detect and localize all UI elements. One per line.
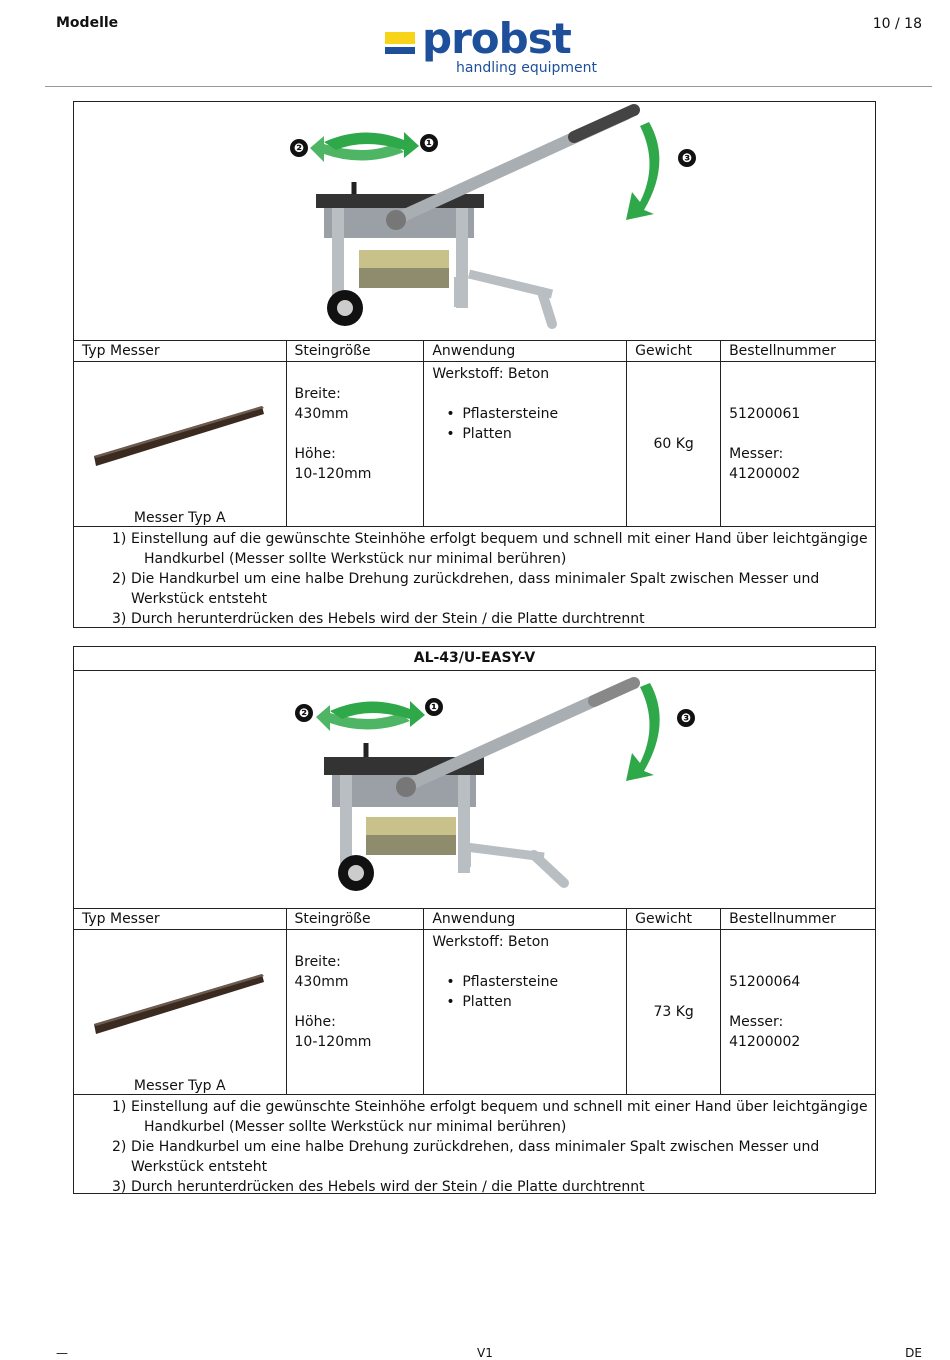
- blade-image: [80, 364, 292, 484]
- blade-caption: Messer Typ A: [133, 510, 226, 526]
- header-divider: [45, 86, 932, 87]
- header-section: Modelle: [56, 15, 119, 31]
- instruction-text: Einstellung auf die gewünschte Steinhöhe erfolgt bequem und schnell mit einer Hand über leichtgängige: [131, 1099, 868, 1115]
- material: Werkstoff: Beton: [432, 366, 550, 382]
- order-number-value: 51200061: [729, 406, 801, 422]
- application-item: • Pflastersteine: [462, 972, 618, 992]
- weight-value: 73 Kg: [627, 930, 721, 1095]
- col-application: Anwendung: [424, 909, 627, 930]
- blade-caption: Messer Typ A: [133, 1078, 226, 1094]
- stone-size: [286, 930, 424, 1095]
- probst-logo: [385, 14, 600, 82]
- step-3-marker: ❸: [677, 709, 695, 727]
- blade-image: [80, 932, 292, 1052]
- logo-word: probst: [422, 14, 571, 63]
- instruction-text-cont: Werkstück entsteht: [131, 591, 268, 607]
- order-number-value: 51200064: [729, 974, 801, 990]
- blade-number: 41200002: [729, 1034, 801, 1050]
- col-stone-size: Steingröße: [286, 341, 424, 362]
- application: [424, 362, 627, 527]
- blade-label: Messer:: [729, 1014, 784, 1030]
- instruction-number: 2): [112, 1139, 127, 1155]
- instruction-number: 1): [112, 531, 127, 547]
- blade-label: Messer:: [729, 446, 784, 462]
- blade-number: 41200002: [729, 466, 801, 482]
- col-stone-size: Steingröße: [286, 909, 424, 930]
- instruction-text-cont: Werkstück entsteht: [131, 1159, 268, 1175]
- instruction-text: Einstellung auf die gewünschte Steinhöhe erfolgt bequem und schnell mit einer Hand über leichtgängige: [131, 531, 868, 547]
- step-2-marker: ❷: [295, 704, 313, 722]
- machine-image-1: [74, 102, 875, 341]
- weight-value: 60 Kg: [627, 362, 721, 527]
- instruction-text: Die Handkurbel um eine halbe Drehung zurückdrehen, dass minimaler Spalt zwischen Messer und: [131, 1139, 820, 1155]
- application: [424, 930, 627, 1095]
- order-number: [721, 930, 875, 1095]
- material: Werkstoff: Beton: [432, 934, 550, 950]
- instruction-text-cont: Handkurbel (Messer sollte Werkstück nur minimal berühren): [144, 1119, 567, 1135]
- col-application: Anwendung: [424, 341, 627, 362]
- footer-left: —: [56, 1346, 68, 1360]
- height-value: 10-120mm: [294, 1034, 372, 1050]
- step-1-marker: ❶: [420, 134, 438, 152]
- instruction-text-cont: Handkurbel (Messer sollte Werkstück nur minimal berühren): [144, 551, 567, 567]
- step-3-marker: ❸: [678, 149, 696, 167]
- logo-yellow-bar: [385, 32, 415, 44]
- step-2-marker: ❷: [290, 139, 308, 157]
- logo-blue-bar: [385, 47, 415, 54]
- col-blade-type: Typ Messer: [74, 341, 286, 362]
- instruction-item: [112, 1137, 875, 1177]
- col-weight: Gewicht: [627, 909, 721, 930]
- instruction-text: Durch herunterdrücken des Hebels wird der Stein / die Platte durchtrennt: [131, 611, 645, 627]
- width-value: 430mm: [294, 974, 349, 990]
- footer-version: V1: [477, 1346, 493, 1360]
- machine-image-2: [74, 671, 875, 909]
- instruction-number: 2): [112, 571, 127, 587]
- stone-size: [286, 362, 424, 527]
- instruction-item: [112, 609, 875, 629]
- page-number: 10 / 18: [872, 16, 922, 32]
- instruction-number: 3): [112, 1179, 127, 1195]
- blade-cell: [74, 362, 286, 527]
- instructions-2: [74, 1095, 875, 1197]
- col-order-number: Bestellnummer: [721, 909, 875, 930]
- instruction-item: [112, 529, 875, 569]
- height-value: 10-120mm: [294, 466, 372, 482]
- col-order-number: Bestellnummer: [721, 341, 875, 362]
- width-value: 430mm: [294, 406, 349, 422]
- order-number: [721, 362, 875, 527]
- instruction-item: [112, 569, 875, 609]
- height-label: Höhe:: [294, 446, 336, 462]
- cutter-illustration: [74, 671, 875, 908]
- application-item: • Pflastersteine: [462, 404, 618, 424]
- instruction-number: 1): [112, 1099, 127, 1115]
- height-label: Höhe:: [294, 1014, 336, 1030]
- spec-table-2: [74, 909, 875, 1095]
- col-weight: Gewicht: [627, 341, 721, 362]
- spec-table-1: [74, 341, 875, 527]
- model-card-1: [73, 101, 876, 628]
- instructions-1: [74, 527, 875, 629]
- application-item: • Platten: [462, 424, 618, 444]
- col-blade-type: Typ Messer: [74, 909, 286, 930]
- step-1-marker: ❶: [425, 698, 443, 716]
- blade-cell: [74, 930, 286, 1095]
- cutter-illustration: [74, 102, 875, 340]
- footer-language: DE: [905, 1346, 922, 1360]
- width-label: Breite:: [294, 386, 341, 402]
- instruction-number: 3): [112, 611, 127, 627]
- instruction-item: [112, 1177, 875, 1197]
- model-title: AL-43/U-EASY-V: [74, 647, 875, 671]
- width-label: Breite:: [294, 954, 341, 970]
- instruction-item: [112, 1097, 875, 1137]
- application-item: • Platten: [462, 992, 618, 1012]
- model-card-2: [73, 646, 876, 1194]
- instruction-text: Die Handkurbel um eine halbe Drehung zurückdrehen, dass minimaler Spalt zwischen Messer und: [131, 571, 820, 587]
- instruction-text: Durch herunterdrücken des Hebels wird der Stein / die Platte durchtrennt: [131, 1179, 645, 1195]
- logo-tagline: handling equipment: [456, 60, 597, 76]
